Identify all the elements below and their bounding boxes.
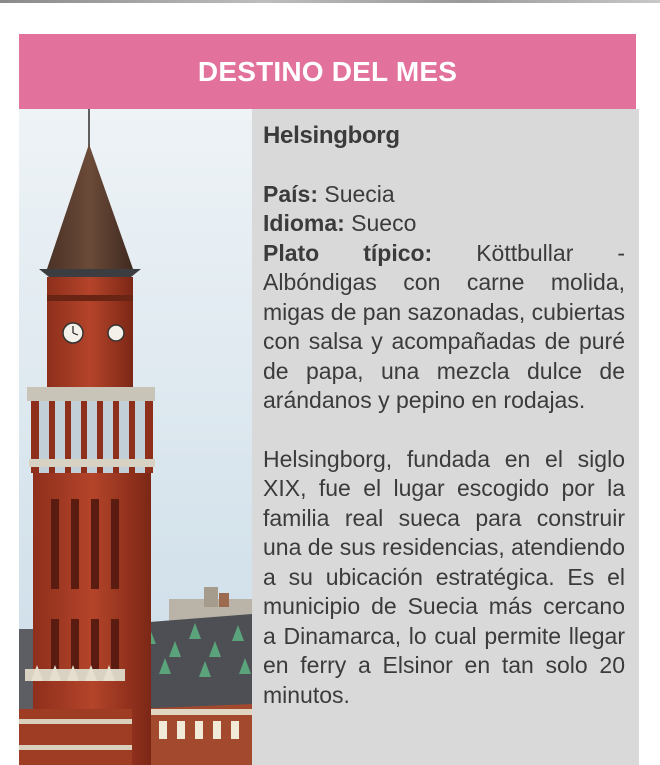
spacer [263,416,625,445]
dish-value: Köttbullar - Albóndigas con carne molida, migas de pan sazonadas, cubiertas con salsa y acompañadas de puré de papa, una mezcla dulce de arándanos y pepino en rodajas. [263,239,625,413]
section-banner [19,34,636,109]
city-name: Helsingborg [263,122,400,149]
language-value: Sueco [351,210,417,236]
language-label: Idioma: [263,210,352,236]
dish-row [263,239,625,416]
top-divider [0,0,660,3]
country-row [263,180,625,210]
city-photo [19,109,252,765]
banner-title: DESTINO DEL MES [197,55,458,87]
country-label: País: [263,180,325,207]
country-value: Suecia [324,180,395,207]
destination-info-panel [252,109,639,765]
dish-label: Plato típico: [263,239,477,266]
language-row [263,209,625,239]
city-description: Helsingborg, fundada en el siglo XIX, fue el lugar escogido por la familia real sueca para construir una de sus residencias, atendiendo a su ubicación estratégica. Es el municipio de Suecia más cercano a Dinamarca, lo cual permite llegar en ferry a Elsinor en tan solo 20 minutos. [263,445,625,708]
